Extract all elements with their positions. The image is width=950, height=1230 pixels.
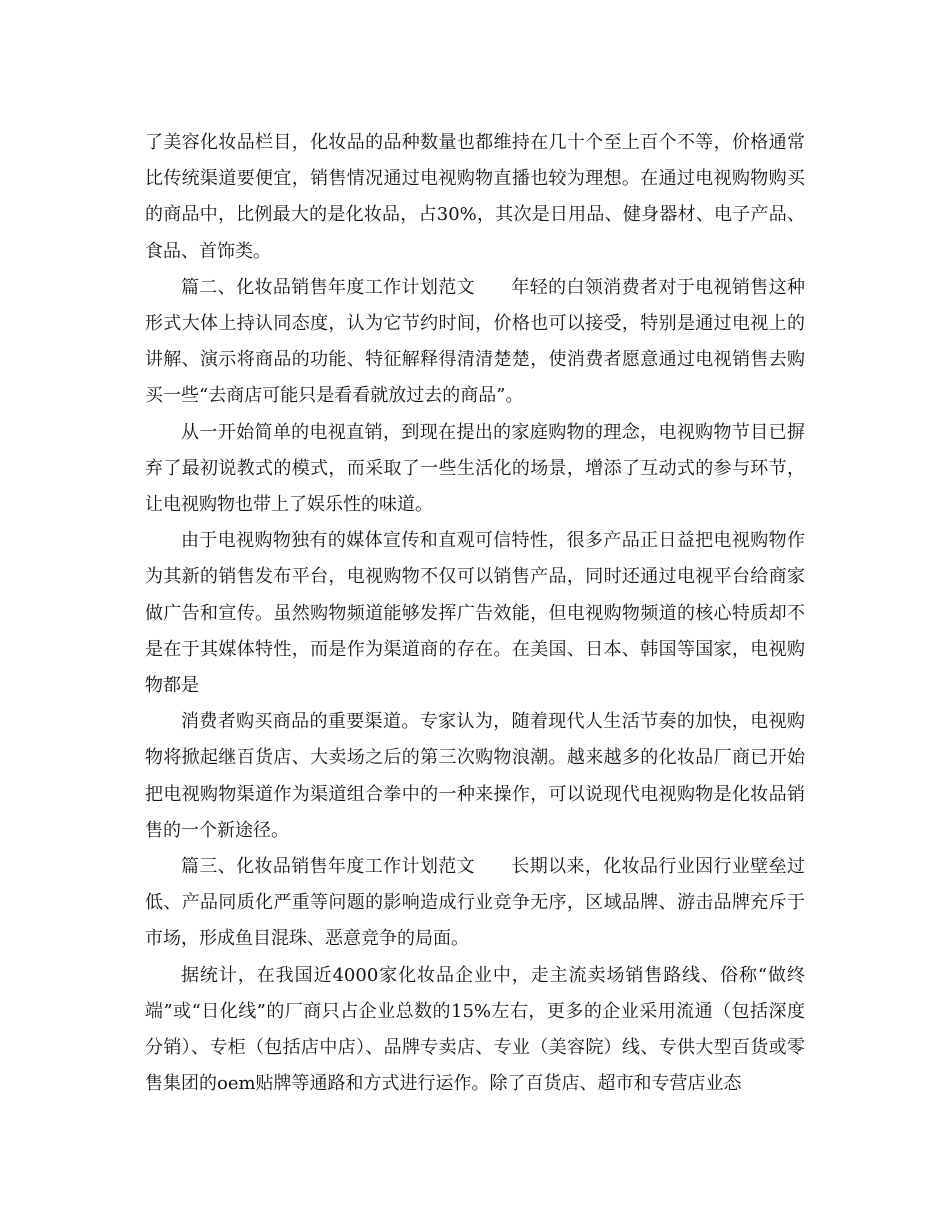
paragraph-text: 从一开始简单的电视直销，到现在提出的家庭购物的理念，电视购物节目已摒弃了最初说教式的模式，而采取了一些生活化的场景，增添了互动式的参与环节，让电视购物也带上了娱乐性的味道。	[145, 421, 805, 516]
paragraph-1	[145, 125, 805, 270]
section-heading: 篇三、化妆品销售年度工作计划范文	[181, 856, 475, 878]
paragraph-text: 消费者购买商品的重要渠道。专家认为，随着现代人生活节奏的加快，电视购物将掀起继百货店、大卖场之后的第三次购物浪潮。越来越多的化妆品厂商已开始把电视购物渠道作为渠道组合拳中的一种来操作，可以说现代电视购物是化妆品销售的一个新途径。	[145, 711, 805, 841]
paragraph-5	[145, 704, 805, 849]
paragraph-text: 由于电视购物独有的媒体宣传和直观可信特性，很多产品正日益把电视购物作为其新的销售发布平台，电视购物不仅可以销售产品，同时还通过电视平台给商家做广告和宣传。虽然购物频道能够发挥广告效能，但电视购物频道的核心特质却不是在于其媒体特性，而是作为渠道商的存在。在美国、日本、韩国等国家，电视购物都是	[145, 530, 805, 697]
paragraph-text: 年轻的白领消费者对于电视销售这种形式大体上持认同态度，认为它节约时间，价格也可以接受，特别是通过电视上的讲解、演示将商品的功能、特征解释得清清楚楚，使消费者愿意通过电视销售去购买一些“去商店可能只是看看就放过去的商品”。	[145, 276, 805, 407]
paragraph-6	[145, 849, 805, 958]
paragraph-4	[145, 523, 805, 704]
paragraph-2	[145, 270, 805, 415]
paragraph-text: 长期以来，化妆品行业因行业壁垒过低、产品同质化严重等问题的影响造成行业竞争无序，区域品牌、游击品牌充斥于市场，形成鱼目混珠、恶意竞争的局面。	[145, 856, 805, 950]
paragraph-text: 据统计，在我国近4000家化妆品企业中，走主流卖场销售路线、俗称“做终端”或“日化线”的厂商只占企业总数的15%左右，更多的企业采用流通（包括深度分销）、专柜（包括店中店）、品牌专卖店、专业（美容院）线、专供大型百货或零售集团的oem贴牌等通路和方式进行运作。除了百货店、超市和专营店业态	[145, 964, 805, 1095]
section-heading: 篇二、化妆品销售年度工作计划范文	[181, 276, 475, 298]
paragraph-7	[145, 958, 805, 1103]
paragraph-text: 了美容化妆品栏目，化妆品的品种数量也都维持在几十个至上百个不等，价格通常比传统渠道要便宜，销售情况通过电视购物直播也较为理想。在通过电视购物购买的商品中，比例最大的是化妆品，占30%，其次是日用品、健身器材、电子产品、食品、首饰类。	[145, 132, 805, 262]
paragraph-3	[145, 415, 805, 524]
document-page	[145, 125, 805, 1102]
